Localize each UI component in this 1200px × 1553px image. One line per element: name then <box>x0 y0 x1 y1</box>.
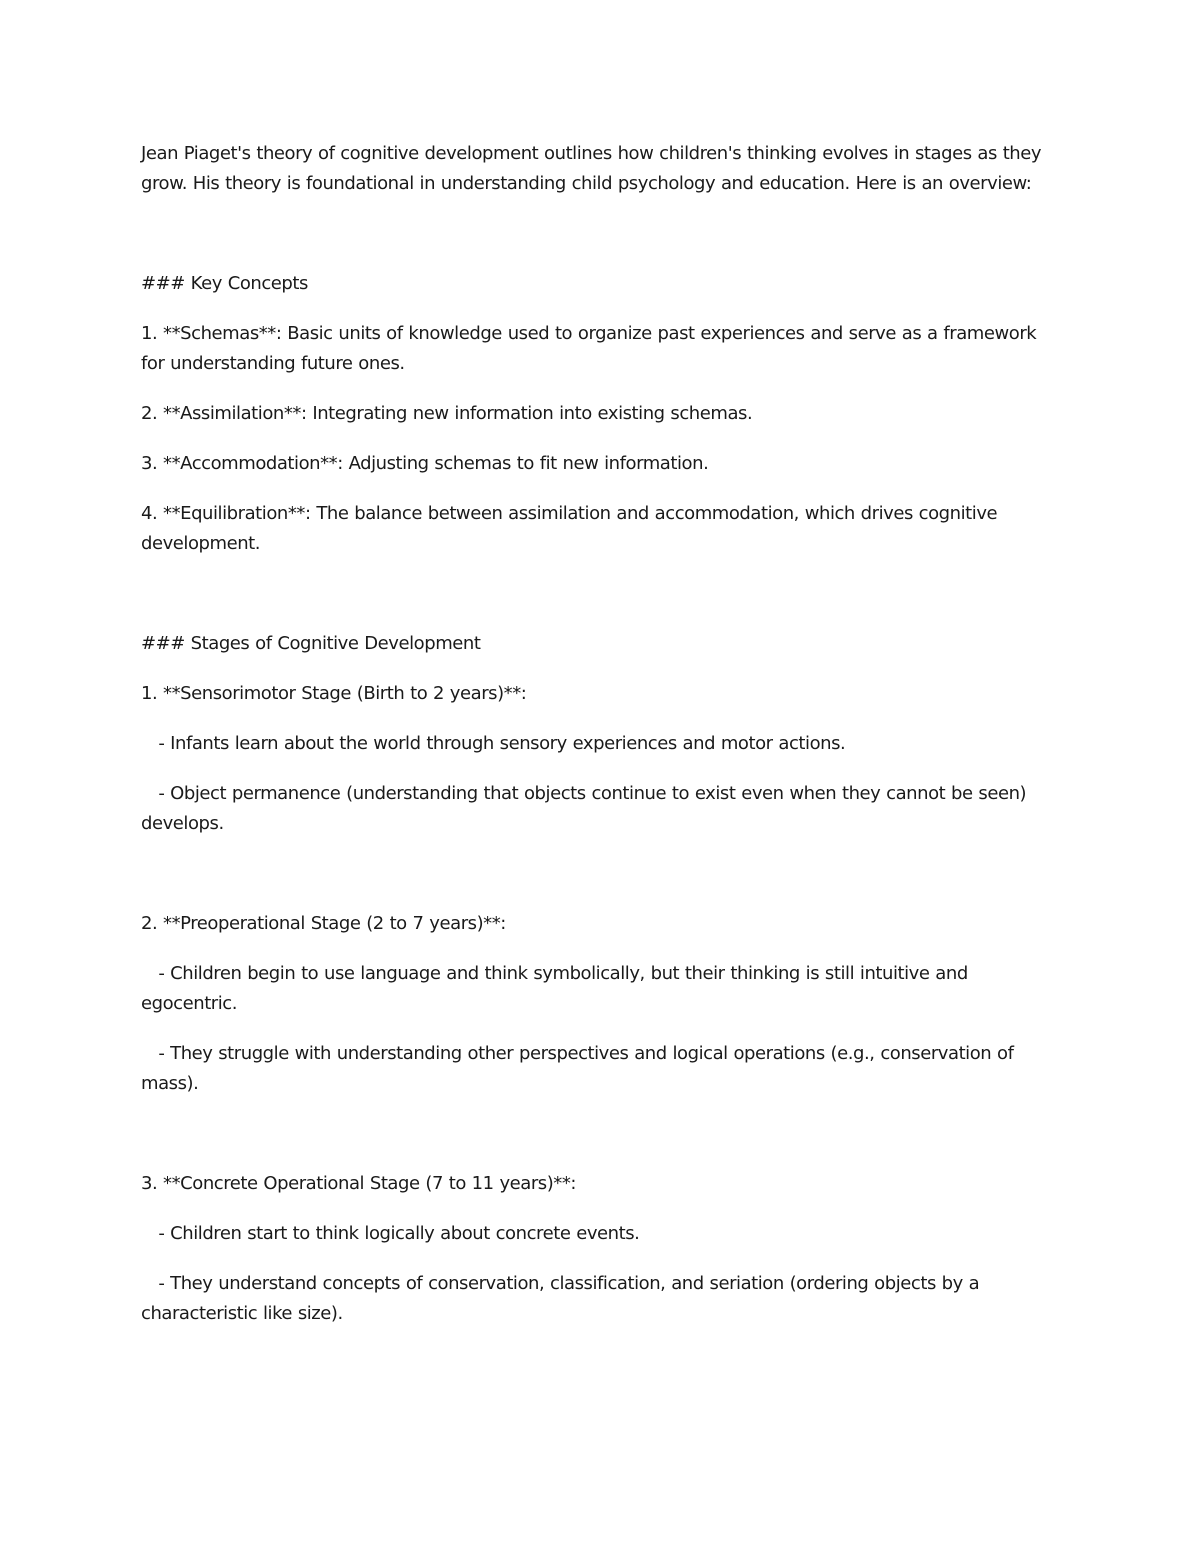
intro-paragraph: Jean Piaget's theory of cognitive development outlines how children's thinking evolves in stages as they grow. His theory is foundational in understanding child psychology and education. Here is an overview: <box>141 143 1047 194</box>
stage-title: 2. **Preoperational Stage (2 to 7 years)**: <box>141 913 506 934</box>
stage-point: - Children begin to use language and think symbolically, but their thinking is still intuitive and egocentric. <box>141 963 974 1014</box>
key-concept-item: 4. **Equilibration**: The balance between assimilation and accommodation, which drives cognitive development. <box>141 503 1003 554</box>
stage-point: - Children start to think logically about concrete events. <box>141 1223 640 1244</box>
key-concepts-heading: ### Key Concepts <box>141 273 308 294</box>
stage-point: - Infants learn about the world through sensory experiences and motor actions. <box>141 733 846 754</box>
spacer <box>141 559 1056 629</box>
key-concept-item: 3. **Accommodation**: Adjusting schemas to fit new information. <box>141 453 709 474</box>
stage-point: - They understand concepts of conservation, classification, and seriation (ordering objects by a characteristic like size). <box>141 1273 985 1324</box>
spacer <box>141 709 1056 729</box>
spacer <box>141 199 1056 269</box>
stages-heading: ### Stages of Cognitive Development <box>141 633 481 654</box>
spacer <box>141 759 1056 779</box>
spacer <box>141 299 1056 319</box>
spacer <box>141 939 1056 959</box>
spacer <box>141 479 1056 499</box>
spacer <box>141 1099 1056 1169</box>
key-concept-item: 2. **Assimilation**: Integrating new information into existing schemas. <box>141 403 753 424</box>
key-concept-item: 1. **Schemas**: Basic units of knowledge used to organize past experiences and serve as a framework for understanding future ones. <box>141 323 1043 374</box>
spacer <box>141 1249 1056 1269</box>
spacer <box>141 429 1056 449</box>
stage-title: 1. **Sensorimotor Stage (Birth to 2 years)**: <box>141 683 527 704</box>
spacer <box>141 659 1056 679</box>
spacer <box>141 839 1056 909</box>
spacer <box>141 379 1056 399</box>
stage-title: 3. **Concrete Operational Stage (7 to 11 years)**: <box>141 1173 577 1194</box>
spacer <box>141 1019 1056 1039</box>
stage-point: - Object permanence (understanding that objects continue to exist even when they cannot be seen) develops. <box>141 783 1032 834</box>
spacer <box>141 1199 1056 1219</box>
document-page <box>141 139 1056 1329</box>
stage-point: - They struggle with understanding other perspectives and logical operations (e.g., conservation of mass). <box>141 1043 1020 1094</box>
